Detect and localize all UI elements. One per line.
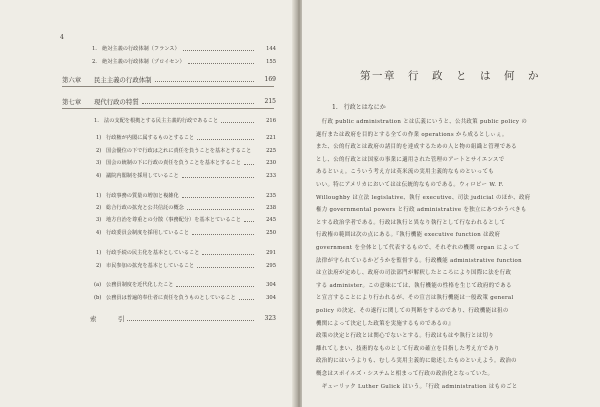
- toc-entry-number: 2): [96, 263, 102, 269]
- toc-leader-dots: [182, 191, 254, 198]
- toc-leader-dots: [176, 280, 254, 287]
- toc-entry-number: 第六章: [62, 76, 82, 84]
- toc-entry-page: 144: [266, 46, 276, 52]
- toc-entry-page: 230: [266, 160, 276, 166]
- toc-entry-label: 絶対主義の行政体制（プロイセン）: [102, 59, 185, 65]
- toc-entry-page: 233: [266, 173, 276, 179]
- toc-entry-number: 4): [96, 230, 102, 236]
- toc-entry-number: 1.: [94, 118, 99, 124]
- section-heading: 1. 行政とはなにか: [332, 104, 386, 111]
- toc-entry-number: 3): [96, 217, 102, 223]
- body-text-line: Willoughby は立法 legislative、執行 executive、司法 judicial のほか、政府: [316, 194, 531, 201]
- toc-entry-label: 国会優位の下で行政は之れに責任を負うことを基本とすること: [106, 148, 252, 154]
- body-text-line: 概念はスポイルズ・システムと相まって行政の政治化となっていた。: [316, 371, 494, 377]
- body-text-line: あるといぇ。こういう考え方は英米流の実用主義的なものといっても: [316, 169, 494, 176]
- toc-leader-dots: [197, 133, 254, 140]
- toc-entry-label: 市民参加の拡充を基本としていること: [106, 263, 195, 269]
- toc-leader-dots: [142, 97, 254, 104]
- toc-entry-number: 2): [96, 148, 102, 154]
- toc-entry-number: 第七章: [62, 98, 82, 106]
- body-text-line: 離れてしまい、技術的なものとして行政の確立を目指した考え方であり: [316, 345, 500, 352]
- toc-entry: [0, 280, 296, 290]
- chapter-title-glyph: 何: [504, 70, 516, 82]
- toc-entry: [0, 158, 296, 168]
- toc-entry: [0, 133, 296, 143]
- toc-entry-number: 2.: [92, 59, 97, 65]
- body-text-line: 遂行または政府を目的とする全ての作業 operations から成るとしぃぇ。: [316, 131, 508, 138]
- toc-entry-label: 行政事務の質量の増加と複雑化: [106, 193, 179, 199]
- toc-entry: [0, 57, 296, 67]
- body-text-line: と宣言することにより行われるが、その宣言は執行機能は一般政策 general: [316, 295, 514, 302]
- toc-leader-dots: [244, 158, 254, 165]
- toc-entry-label: 公務員制度を近代化したこと: [106, 282, 174, 288]
- toc-entry-page: 225: [266, 148, 276, 154]
- body-text-line: 権力 governmental powers と行政 administrative を独立にあつかうべきも: [316, 207, 527, 214]
- toc-entry: [0, 228, 296, 238]
- chapter-title: [360, 68, 560, 83]
- toc-entry-page: 304: [266, 295, 276, 301]
- toc-entry-page: 245: [266, 217, 276, 223]
- toc-divider: [62, 86, 274, 87]
- toc-leader-dots: [202, 248, 254, 255]
- toc-leader-dots: [221, 116, 254, 123]
- chapter-title-glyph: 行: [408, 70, 420, 82]
- toc-entry-page: 250: [266, 230, 276, 236]
- toc-entry-label: 法の支配を根拠とする民主主義的行政であること: [104, 118, 219, 124]
- toc-entry-label: 現代行政の特質: [94, 98, 139, 106]
- toc-entry-label: 行政手続の民主化を基本としていること: [106, 250, 200, 256]
- toc-entry: [0, 314, 296, 324]
- body-text-line: 行政権の範囲は次の点にある。『執行機能 executive function は政府: [316, 232, 501, 239]
- body-text-line: する administer。この意味にては、執行機能の性格を生じて政府的である: [316, 282, 512, 289]
- toc-entry: [0, 293, 296, 303]
- chapter-title-glyph: は: [480, 70, 492, 82]
- toc-entry-label: 絶対主義の行政体制（フランス）: [102, 46, 180, 52]
- toc-leader-dots: [183, 44, 254, 51]
- chapter-title-glyph: と: [456, 70, 468, 82]
- body-text-line: policy の決定、その遂行に関しての判断をするのであり、行政機能は狙の: [316, 308, 509, 314]
- toc-divider: [62, 108, 274, 109]
- toc-entry-number: 1): [96, 135, 102, 141]
- page-number: 4: [60, 34, 64, 41]
- body-text-line: とし、公的行政とは国家の事業に適用された管理のアートとサイエンスで: [316, 156, 505, 163]
- body-text-line: また、公的行政とは政府の諸目的を達成するための人と物の組織と管理である: [316, 144, 517, 151]
- body-text-line: 機関によって決定した政策を実施するものであるの』: [316, 320, 454, 327]
- toc-entry-number: 1): [96, 193, 102, 199]
- body-text-line: とする政治学者である。行政は執行と異なり執行として行なわれるとして: [316, 219, 506, 226]
- toc-entry-number: 1.: [92, 46, 97, 52]
- toc-leader-dots: [182, 171, 254, 178]
- toc-entry-label: 国会の統制の下に行政の責任を負うことを基本とすること: [106, 160, 241, 166]
- toc-entry: [0, 44, 296, 54]
- toc-entry: [0, 116, 296, 126]
- toc-leader-dots: [187, 203, 254, 210]
- body-text-line: は立法府が定めし、政府の司法部門が解釈したところにより国際に法を行政: [316, 270, 512, 277]
- toc-entry-label: 民主主義の行政体制: [94, 76, 152, 84]
- body-text-line: 政策の決定と行政とは関心でないとする。行政はもはや執行とは切り: [316, 333, 494, 340]
- toc-entry-label: 引: [118, 315, 125, 323]
- left-page-contents: [0, 0, 296, 407]
- toc-entry: [0, 75, 296, 85]
- toc-entry-number: 索: [90, 315, 97, 323]
- toc-entry-number: 3): [96, 160, 102, 166]
- toc-entry-label: 行政権が内閣に属するものとすること: [106, 135, 195, 141]
- toc-entry-number: (b): [94, 295, 102, 301]
- toc-leader-dots: [155, 75, 254, 82]
- chapter-title-glyph: 政: [432, 70, 444, 82]
- toc-entry-label: 議院内閣制を採用していること: [106, 173, 179, 179]
- toc-entry-number: 4): [96, 173, 102, 179]
- toc-entry-number: (a): [94, 282, 102, 288]
- toc-entry-page: 235: [266, 193, 276, 199]
- toc-entry: [0, 146, 296, 156]
- toc-entry-page: 323: [264, 315, 276, 322]
- toc-entry-number: 2): [96, 205, 102, 211]
- body-text-line: 法律が守られているかどうかを監督する。行政機能 administrative function: [316, 257, 522, 264]
- toc-entry: [0, 97, 296, 107]
- toc-entry: [0, 261, 296, 271]
- toc-entry-page: 291: [266, 250, 276, 256]
- toc-entry-number: 1): [96, 250, 102, 256]
- toc-leader-dots: [127, 314, 254, 321]
- chapter-title-glyph: か: [528, 70, 540, 82]
- toc-entry: [0, 215, 296, 225]
- chapter-title-glyph: 第一章: [360, 70, 396, 82]
- toc-entry: [0, 203, 296, 213]
- toc-leader-dots: [188, 57, 254, 64]
- toc-entry-page: 304: [266, 282, 276, 288]
- toc-entry-page: 215: [264, 98, 276, 105]
- toc-entry-label: 総合行政の拡充と公共信託の概念: [106, 205, 184, 211]
- toc-entry-page: 221: [266, 135, 276, 141]
- toc-leader-dots: [192, 228, 254, 235]
- toc-entry: [0, 191, 296, 201]
- toc-entry-page: 155: [266, 59, 276, 65]
- toc-entry-page: 169: [264, 76, 276, 83]
- body-text-line: いい。特にアメリカにおいてはは伝統的なものである。ウィロビー W. F.: [316, 182, 504, 188]
- body-text-line: ギューリック Luther Gulick はいう。「行政 administration はものごと: [316, 383, 518, 390]
- toc-entry-label: 行政委員会制度を採用していること: [106, 230, 190, 236]
- toc-entry-page: 216: [266, 118, 276, 124]
- body-text-line: 政治的にはいうよりも、むしろ実用主義的に総述したものといえよう。政治の: [316, 358, 517, 365]
- toc-leader-dots: [197, 261, 254, 268]
- toc-entry-page: 295: [266, 263, 276, 269]
- body-text-line: government を全体として代表するもので、それぞれの機関 organ によって: [316, 245, 520, 251]
- toc-entry-label: 公務員は普遍的奉仕者に責任を負うものとしていること: [106, 295, 236, 301]
- toc-entry-page: 238: [266, 205, 276, 211]
- body-text-line: 行政 public administration とは広義にいうと、公共政策 public policy の: [316, 119, 528, 125]
- toc-leader-dots: [244, 215, 254, 222]
- toc-entry: [0, 171, 296, 181]
- toc-leader-dots: [239, 293, 254, 300]
- toc-entry-label: 地方自治を尊重との分散（事務配分）を基本とていること: [106, 217, 241, 223]
- toc-entry: [0, 248, 296, 258]
